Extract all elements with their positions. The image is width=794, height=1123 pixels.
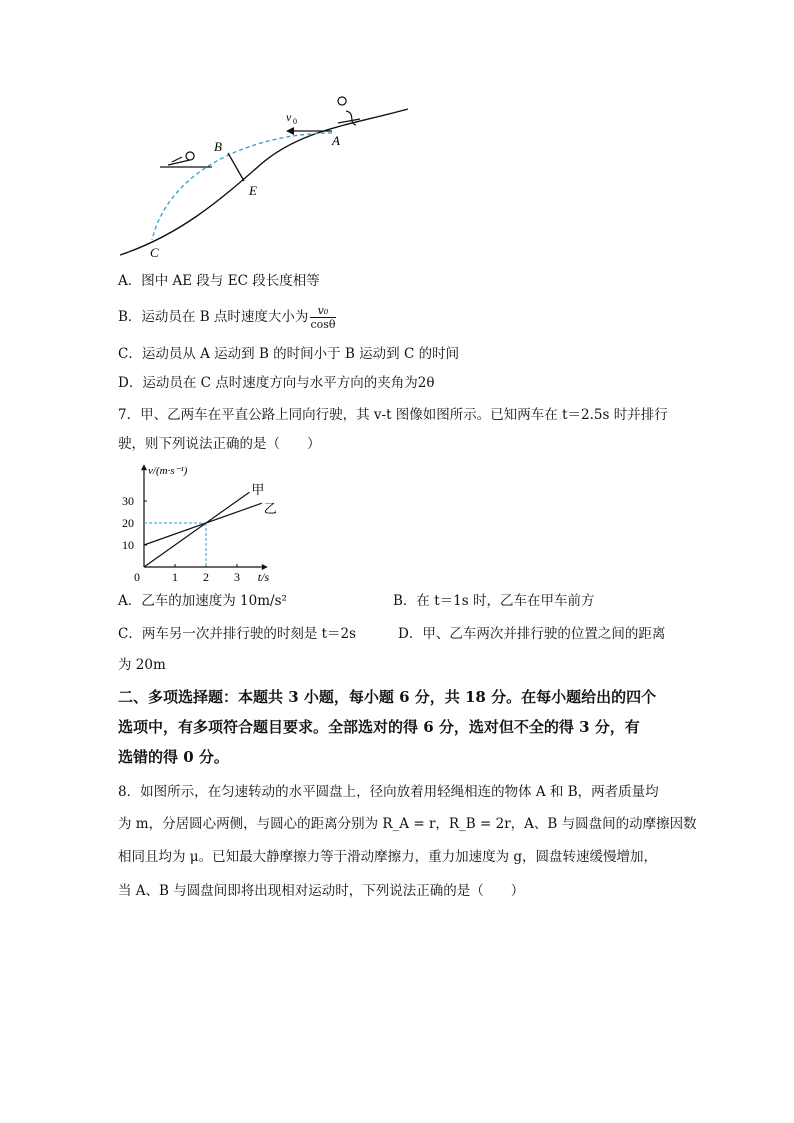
- slope-figure: [110, 95, 420, 265]
- trajectory-curve: [152, 133, 332, 240]
- section2-line2: 选项中，有多项符合题目要求。全部选对的得 6 分，选对但不全的得 3 分，有: [118, 718, 640, 736]
- q6-option-c: C．运动员从 A 运动到 B 的时间小于 B 运动到 C 的时间: [118, 346, 460, 362]
- series-label-1: 甲: [251, 483, 265, 499]
- fraction-denominator: cosθ: [310, 318, 336, 331]
- q7-stem-line2: 驶，则下列说法正确的是（ ）: [118, 436, 321, 452]
- q6-option-b-text: B．运动员在 B 点时速度大小为: [118, 309, 309, 325]
- q7-option-d-line2: 为 20m: [118, 657, 166, 673]
- segment-BE: [228, 153, 244, 181]
- label-B: B: [214, 139, 222, 154]
- x-axis-label: t/s: [257, 570, 270, 584]
- q8-line1: 8．如图所示，在匀速转动的水平圆盘上，径向放着用轻绳相连的物体 A 和 B，两者质量均: [118, 784, 659, 800]
- fraction-numerator: v₀: [310, 304, 335, 318]
- q8-line3: 相同且均为 μ。已知最大静摩擦力等于滑动摩擦力，重力加速度为 g，圆盘转速缓慢增加，: [118, 849, 657, 865]
- fraction: [310, 304, 335, 331]
- y-axis-arrow: [141, 464, 147, 470]
- section2-line3: 选错的得 0 分。: [118, 748, 229, 766]
- q8-line4: 当 A、B 与圆盘间即将出现相对运动时，下列说法正确的是（ ）: [118, 883, 525, 899]
- x-tick-label: 1: [172, 570, 178, 584]
- q7-option-c: C．两车另一次并排行驶的时刻是 t＝2s: [118, 626, 357, 642]
- label-v0-sub: 0: [293, 117, 297, 126]
- vt-chart: [118, 462, 288, 584]
- x-tick-label: 3: [234, 570, 240, 584]
- q7-option-b: B．在 t＝1s 时，乙车在甲车前方: [393, 593, 595, 609]
- origin-label: 0: [134, 570, 140, 584]
- q6-option-a: A．图中 AE 段与 EC 段长度相等: [118, 273, 320, 289]
- series-label-2: 乙: [263, 502, 277, 518]
- label-v0: v: [286, 110, 292, 124]
- y-axis-label: v/(m·s⁻¹): [148, 465, 188, 477]
- x-tick-label: 2: [203, 570, 209, 584]
- q8-line2: 为 m，分居圆心两侧，与圆心的距离分别为 R_A = r，R_B = 2r，A、B 与圆盘间的动摩擦因数: [118, 816, 697, 832]
- y-tick-label: 30: [122, 494, 134, 508]
- q7-option-d-line1: D．甲、乙车两次并排行驶的位置之间的距离: [398, 626, 666, 642]
- q6-option-d: D．运动员在 C 点时速度方向与水平方向的夹角为2θ: [118, 375, 435, 391]
- skier-A-icon: [338, 97, 360, 125]
- q7-stem-line1: 7．甲、乙两车在平直公路上同向行驶，其 v-t 图像如图所示。已知两车在 t＝2.5s 时并排行: [118, 407, 668, 423]
- q7-option-a: A．乙车的加速度为 10m/s²: [118, 593, 287, 609]
- series-line-2: [144, 503, 262, 545]
- slope-curve: [120, 109, 408, 255]
- y-tick-label: 10: [122, 538, 134, 552]
- series-line-1: [144, 492, 249, 567]
- label-E: E: [249, 183, 257, 198]
- section2-line1: 二、多项选择题：本题共 3 小题，每小题 6 分，共 18 分。在每小题给出的四个: [118, 688, 657, 706]
- skier-B-icon: [168, 152, 194, 165]
- label-A: A: [332, 133, 340, 148]
- y-tick-label: 20: [122, 516, 134, 530]
- label-C: C: [150, 245, 159, 260]
- arrow-head: [286, 127, 294, 135]
- q6-option-b: [118, 304, 336, 331]
